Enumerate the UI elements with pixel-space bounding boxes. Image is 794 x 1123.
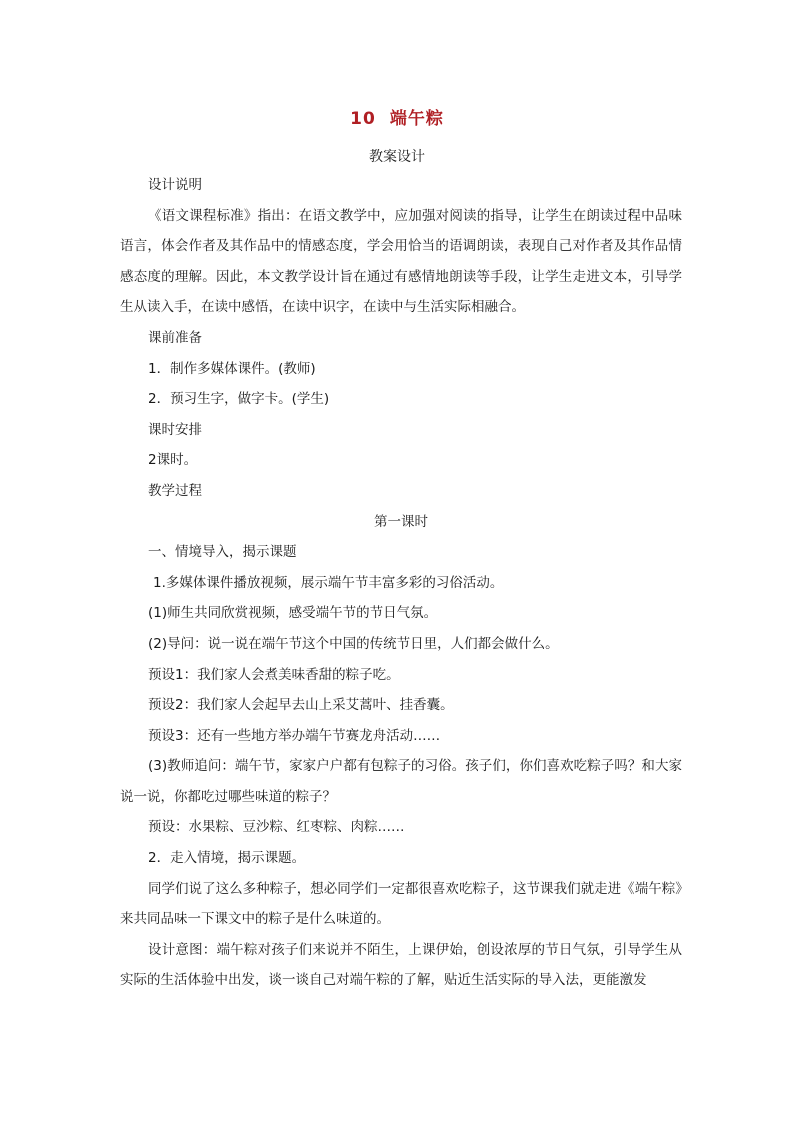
lesson-name: 端午粽: [389, 109, 444, 129]
session-heading-first: 第一课时: [374, 513, 428, 530]
step-item-2: 2．走入情境，揭示课题。: [148, 850, 306, 867]
paragraph-design-intent: 设计意图：端午粽对孩子们来说并不陌生，上课伊始，创设浓厚的节日气氛，引导学生从实际的生活体验中出发，谈一谈自己对端午粽的了解，贴近生活实际的导入法，更能激发: [120, 941, 682, 989]
step-heading-1: 一、情境导入，揭示课题: [148, 544, 297, 561]
preset-4: 预设：水果粽、豆沙粽、红枣粽、肉粽……: [148, 819, 405, 836]
preset-2: 预设2：我们家人会起早去山上采艾蒿叶、挂香囊。: [148, 697, 454, 714]
paragraph-design-notes: 《语文课程标准》指出：在语文教学中，应加强对阅读的指导，让学生在朗读过程中品味语言，体会作者及其作品中的情感态度，学会用恰当的语调朗读，表现自己对作者及其作品情感态度的理解。因此，本文教学设计旨在通过有感情地朗读等手段，让学生走进文本，引导学生从读入手，在读中感悟，在读中识字，在读中与生活实际相融合。: [120, 207, 682, 316]
lesson-number: 10: [350, 109, 376, 129]
section-heading-process: 教学过程: [148, 482, 202, 499]
preset-1: 预设1：我们家人会煮美味香甜的粽子吃。: [148, 666, 400, 683]
list-item-preparation-2: 2．预习生字，做字卡。(学生): [148, 391, 330, 408]
step-subitem-2: (2)导问：说一说在端午节这个中国的传统节日里，人们都会做什么。: [148, 635, 559, 652]
section-heading-preparation: 课前准备: [148, 329, 202, 346]
list-item-preparation-1: 1．制作多媒体课件。(教师): [148, 360, 316, 377]
paragraph-intro: 同学们说了这么多种粽子，想必同学们一定都很喜欢吃粽子，这节课我们就走进《端午粽》来共同品味一下课文中的粽子是什么味道的。: [120, 880, 682, 928]
document-subtitle: 教案设计: [369, 149, 425, 165]
section-heading-schedule: 课时安排: [148, 421, 202, 438]
section-heading-design-notes: 设计说明: [148, 177, 202, 193]
paragraph-schedule: 2课时。: [148, 452, 198, 469]
document-body: [120, 170, 682, 996]
preset-3: 预设3：还有一些地方举办端午节赛龙舟活动……: [148, 727, 441, 744]
step-item-1: 1.多媒体课件播放视频，展示端午节丰富多彩的习俗活动。: [153, 574, 504, 591]
step-subitem-3: (3)教师追问：端午节，家家户户都有包粽子的习俗。孩子们，你们喜欢吃粽子吗？和大家说一说，你都吃过哪些味道的粽子？: [120, 758, 682, 805]
lesson-title: [0, 104, 794, 129]
step-subitem-1: (1)师生共同欣赏视频，感受端午节的节日气氛。: [148, 605, 438, 622]
